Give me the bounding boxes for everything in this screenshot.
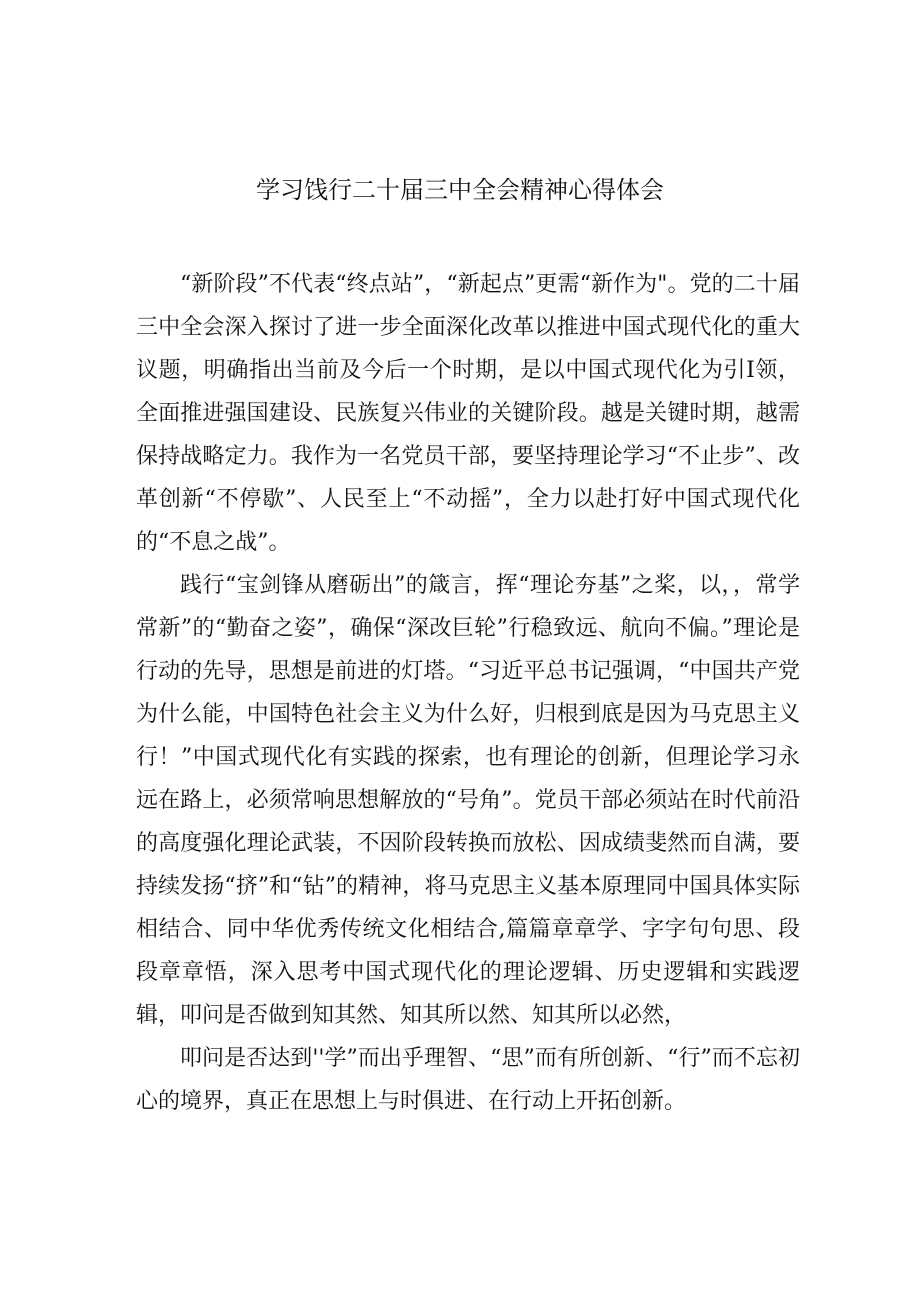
paragraph-2: 践行“宝剑锋从磨砺出”的箴言，挥“理论夯基”之桨，以，，常学常新”的“勤奋之姿”，确保“深改巨轮”行稳致远、航向不偏。”理论是行动的先导，思想是前进的灯塔。“习近平总书记强调，“中国共产党为什么能，中国特色社会主义为什么好，归根到底是因为马克思主义行！”中国式现代化有实践的探索，也有理论的创新，但理论学习永远在路上，必须常响思想解放的“号角”。党员干部必须站在时代前沿的高度强化理论武装，不因阶段转换而放松、因成绩斐然而自满，要持续发扬“挤”和“钻”的精神，将马克思主义基本原理同中国具体实际相结合、同中华优秀传统文化相结合,篇篇章章学、字字句句思、段段章章悟，深入思考中国式现代化的理论逻辑、历史逻辑和实践逻辑，叩问是否做到知其然、知其所以然、知其所以必然， — [136, 573, 800, 1028]
document-title: 学习饯行二十届三中全会精神心得体会 — [256, 176, 664, 204]
paragraph-1: “新阶段”不代表“终点站”，“新起点”更需“新作为"。党的二十届三中全会深入探讨了进一步全面深化改革以推进中国式现代化的重大议题，明确指出当前及今后一个时期，是以中国式现代化为引I领，全面推进强国建设、民族复兴伟业的关键阶段。越是关键时期，越需保持战略定力。我作为一名党员干部，要坚持理论学习“不止步”、改革创新“不停歇”、人民至上“不动摇”，全力以赴打好中国式现代化的“不息之战”。 — [136, 272, 800, 555]
document-body — [136, 263, 800, 1123]
paragraph-3: 叩问是否达到''学”而出乎理智、“思”而有所创新、“行”而不忘初心的境界，真正在思想上与时俱进、在行动上开拓创新。 — [136, 1046, 800, 1114]
